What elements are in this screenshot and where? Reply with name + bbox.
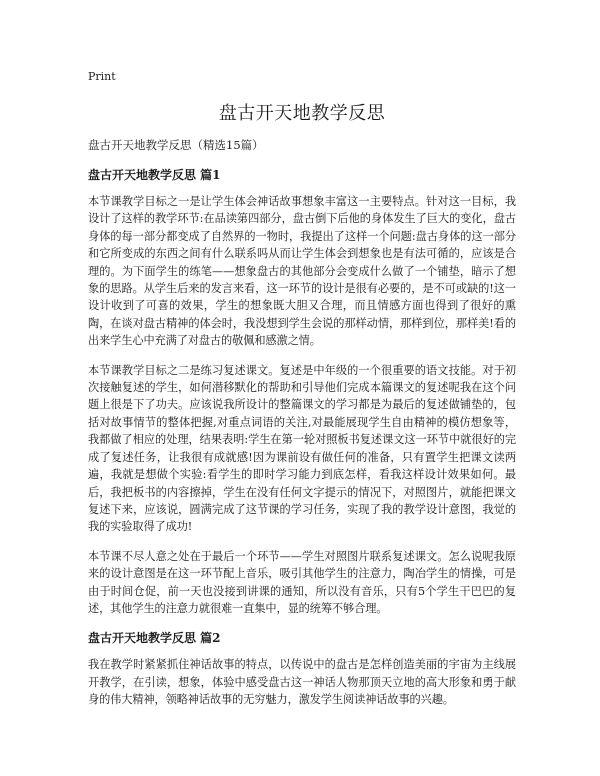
section-1 (88, 166, 516, 617)
print-label: Print (88, 70, 116, 83)
document-subtitle: 盘古开天地教学反思（精选15篇） (88, 138, 264, 152)
paragraph: 本节课教学目标之一是让学生体会神话故事想象丰富这一主要特点。针对这一目标，我设计了这样的教学环节:在品读第四部分，盘古倒下后他的身体发生了巨大的变化，盘古身体的每一部分都变成了自然界的一物时，我提出了这样一个问题:盘古身体的这一部分和它所变成的东西之间有什么联系吗从而让学生体会到想象也是有法可循的，应该是合理的。为下面学生的练笔——想象盘古的其他部分会变成什么做了一个铺垫，暗示了想象的思路。从学生后来的发言来看，这一环节的设计是很有必要的，是不可或缺的!这一设计收到了可喜的效果，学生的想象既大胆又合理，而且情感方面也得到了很好的熏陶，在谈对盘古精神的体会时，我没想到学生会说的那样动情，那样到位，那样美!看的出来学生心中充满了对盘古的敬佩和感激之情。 (88, 195, 516, 348)
paragraph: 我在教学时紧紧抓住神话故事的特点，以传说中的盘古是怎样创造美丽的宇宙为主线展开教学，在引读，想象，体验中感受盘古这一神话人物那顶天立地的高大形象和勇于献身的伟大精神，领略神话故事的无穷魅力，激发学生阅读神话故事的兴趣。 (88, 658, 516, 707)
section-heading: 盘古开天地教学反思 篇1 (88, 168, 221, 182)
document-page (88, 70, 516, 721)
paragraph: 本节课不尽人意之处在于最后一个环节——学生对照图片联系复述课文。怎么说呢我原来的设计意图是在这一环节配上音乐，吸引其他学生的注意力，陶冶学生的情操，可是由于时间仓促，前一天也没接到讲课的通知，所以没有音乐，只有5个学生干巴巴的复述，其他学生的注意力就很难一直集中，显的统筹不够合理。 (88, 549, 516, 615)
section-2 (88, 629, 516, 708)
paragraph: 本节课教学目标之二是练习复述课文。复述是中年级的一个很重要的语文技能。对于初次接触复述的学生，如何潜移默化的帮助和引导他们完成本篇课文的复述呢我在这个问题上很是下了功夫。应该说我所设计的整篇课文的学习都是为最后的复述做铺垫的，包括对故事情节的整体把握,对重点词语的关注,对最能展现学生自由精神的模仿想象等，我都做了相应的处理，结果表明:学生在第一轮对照板书复述课文这一环节中就很好的完成了复述任务，让我很有成就感!因为课前设有做任何的准备，只有置学生把课文读两遍，我就是想做个实验:看学生的即时学习能力到底怎样，看我这样设计效果如何。最后，我把板书的内容擦掉，学生在没有任何文字提示的情况下，对照图片，就能把课文复述下来，应该说，圆满完成了这节课的学习任务，实现了我的教学设计意图，我觉的我的实验取得了成功! (88, 363, 516, 534)
document-title: 盘古开天地教学反思 (218, 103, 386, 124)
section-heading: 盘古开天地教学反思 篇2 (88, 631, 221, 646)
